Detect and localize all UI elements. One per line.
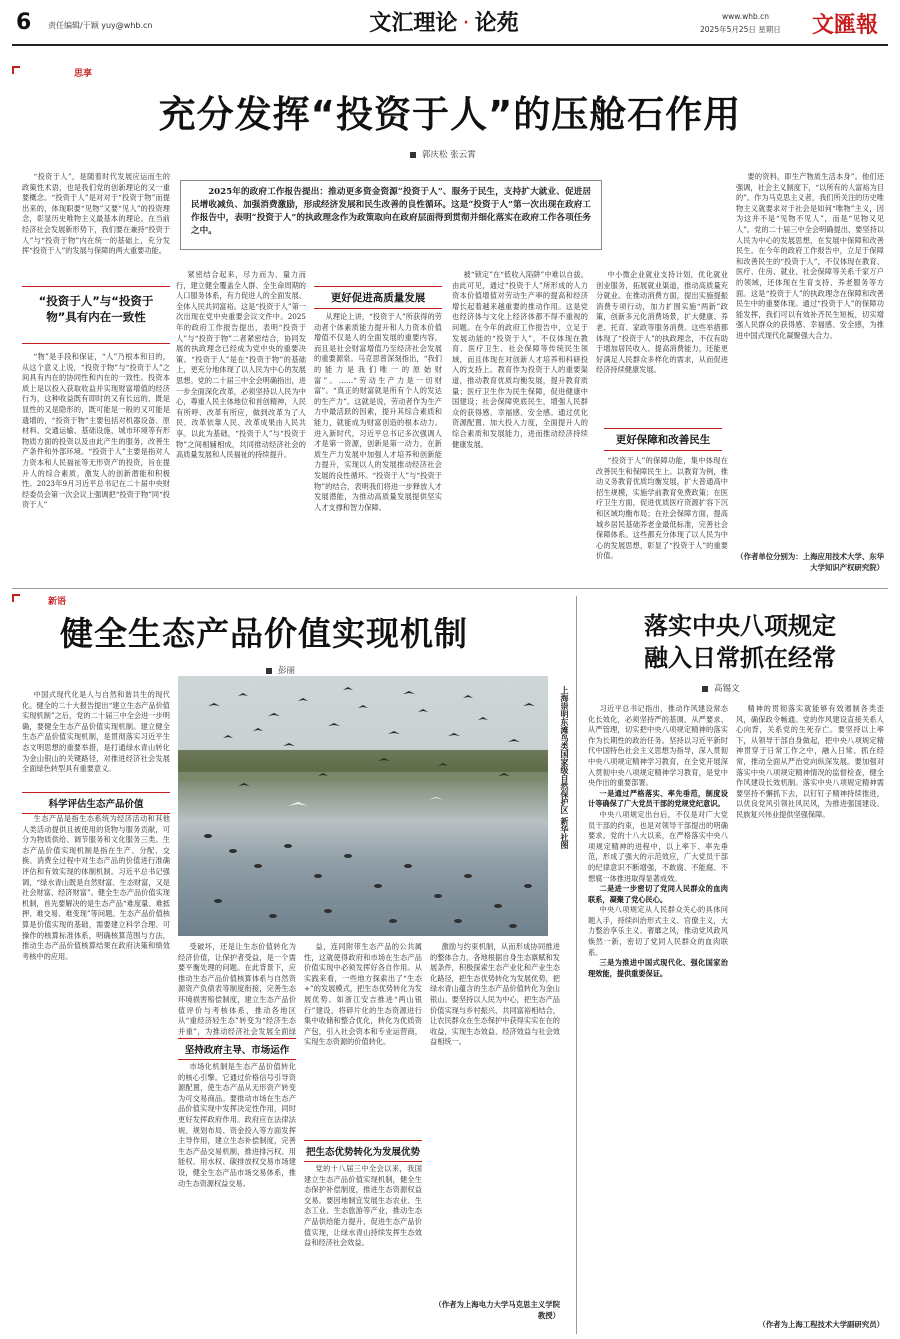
- date-line: 2025年5月25日 星期日: [700, 25, 781, 34]
- article1-col6-text: “投资于人”的保障功能，集中体现在改善民生和保障民生上。以教育为例，推动义务教育优质均衡发展，扩大普通高中招生规模，实施学前教育免费政策；在医疗卫生方面，促进优质医疗资源扩容下沉和区域均衡布局；在社会保障方面，提高城乡居民基础养老金最低标准，完善社会保障体系。这些都充分体现了以人民为中心的发展思想，彰显了“投资于人”的重要价值。: [596, 456, 728, 561]
- page-number: 6: [16, 10, 32, 35]
- article1-col4-text: 被“锁定”在“低收入陷阱”中难以自拔。由此可见，通过“投资于人”所形成的人力资本价值增值对劳动生产率的提高和经济增长起着越来越重要的推动作用。这是党也经济体与文化上经济体都不得不重视的问题。在今年的政府工作报告中，立足于发展动能的“投资于人”，不仅体现在教育、医疗卫生、社会保障等传统民生领域，而且体现在对创新人才培养和科研投入的支持上。教育作为投资于人的重要渠道，推动教育优质均衡发展，提升教育质量；医疗卫生作为民生保障，促进健康中国建设；社会保障兜底民生，增强人民群众的获得感、幸福感、安全感。通过优化资源配置、加大投入力度，全面提升人的综合素质和发展能力，进而推动经济持续健康发展。: [452, 270, 588, 449]
- birds-illustration: [178, 676, 548, 936]
- masthead: [0, 0, 900, 48]
- article2-sub1-box: [22, 792, 170, 814]
- section-divider: [12, 588, 888, 589]
- article3-col2-text: 精神的贯彻落实就能够有效遏制各类歪风，确保政令畅通。党的作风建设直接关系人心向背，关系党的生死存亡。要坚持以上率下，从领导干部自身做起，把中央八项规定精神贯穿于日常工作之中，融入日常、抓在经常，推动全面从严治党向纵深发展。要加强对落实中央八项规定精神情况的监督检查，健全作风建设长效机制。落实中央八项规定精神需要坚持不懈抓下去，以钉钉子精神持续推进，以优良党风引领社风民风，为推进强国建设、民族复兴伟业提供坚强保障。: [736, 704, 884, 819]
- article3-col1c-text: 中央八项规定从人民群众关心的具体问题入手，持续纠治形式主义、官僚主义，大力整治享乐主义、奢靡之风，推动党风政风焕然一新，密切了党同人民群众的血肉联系。: [588, 905, 728, 957]
- article1-col1-text: “物”是手段和保证，“人”乃根本和目的，从这个意义上说，“投资于物”与“投资于人”之间具有内在的协同性和内在的一致性。投资本质上是以投入获取收益并实现财富增值的经济行为，这种收益既有即时的又有长远的，既是显性的又是隐形的，既可能是一般的又可能是遗增的，“投资于物”主要包括对机器设备、原材料、交通运输、基础设施、城市环境等有形物质方面的投资以及由此产生的服务，改善生产条件和外部环境。“投资于人”主要是指对人力资本和人民福祉等无形资产的投资，旨在提升人的综合素质，激发人的创新潜能和积极性。2023年9月习近平总书记在二十届中央财经委员会第一次会议上强调把“投资于物”同“投资于人”: [22, 352, 170, 510]
- author-square-icon: [410, 152, 416, 158]
- article1-authors: [410, 148, 476, 160]
- article1-sub2-box: [314, 286, 442, 309]
- article2-tag: 新语: [48, 597, 67, 607]
- photo-caption: 上海崇明东滩鸟类国家级自然保护区 新华社图: [560, 686, 570, 849]
- article2-author-line: [266, 664, 295, 676]
- article2-col2b: [178, 1062, 296, 1332]
- article1-byline: （作者单位分别为：上海应用技术大学、东华大学知识产权研究院）: [736, 552, 884, 572]
- article2-col1-text: 中国式现代化是人与自然和谐共生的现代化。健全的二十大报告提出“建立生态产品价值实现机制”之后，党的二十届三中全会进一步明确，要健全生态产品价值实现机制。建立健全生态产品价值实现机制，是贯彻落实习近平生态文明思想的重要举措，是打通绿水青山转化为金山银山的关键路径，对推进经济社会发展全面绿色转型具有重要意义。: [22, 690, 170, 774]
- article1-sub3-box: [604, 428, 722, 451]
- article1-col5: [596, 270, 728, 420]
- author-square-icon: [266, 668, 272, 674]
- tag-marker: [12, 66, 20, 74]
- article1-col1: [22, 352, 170, 584]
- article1-intro: [22, 172, 170, 280]
- article1-author-names: 郭庆松 张云霄: [422, 150, 476, 160]
- masthead-rule: [12, 44, 888, 46]
- article2-sub2-box: [178, 1038, 296, 1060]
- article1-sub3: 更好保障和改善民生: [615, 434, 711, 446]
- wetland-bird-photo: [178, 676, 548, 936]
- article3-byline: （作者为上海工程技术大学副研究员）: [758, 1320, 884, 1329]
- article2-col2b-text: 市场化机制是生态产品价值转化的核心引擎。它通过价格信号引导资源配置，使生态产品从无形资产转变为可交易商品。要推动市场在生态产品价值实现中发挥决定性作用，同时更好发挥政府作用。政府应在法律法规、规划布局、资金投入等方面发挥主导作用，建立生态补偿制度，完善生态产品交易机制，推进排污权、用能权、用水权、碳排放权交易市场建设，健全生态产品市场交易体系，推动生态资源权益交易。: [178, 1062, 296, 1188]
- article3-col1-text: 习近平总书记指出，推动作风建设常态化长效化，必须坚持严的基调，从严要求、从严管理，切实把中央八项规定精神的落实作为长期性的政治任务。坚持以习近平新时代中国特色社会主义思想为指导，深入贯彻中央八项规定精神学习教育，在全党开展深入贯彻中央八项规定精神学习教育，是党中央作出的重要部署。: [588, 704, 728, 788]
- article2-col4: [430, 942, 560, 1296]
- article1-col5-text: 中小微企业就业支持计划，优化就业创业服务，拓展就业渠道，推动高质量充分就业。在推动消费方面，提出实施提振消费专项行动，加力扩围实施“两新”政策，创新多元化消费场景，扩大健康、养老、托育、家政等服务消费。这些举措都体现了“投资于人”的执政理念，不仅有助于增加居民收入、提高消费能力，还能更好满足人民群众多样化的需求，从而促进经济持续健康发展。: [596, 270, 728, 375]
- article1-col3: [314, 312, 442, 584]
- article2-col4-text: 激励与约束机制，从而形成协同推进的整体合力。各地根据自身生态禀赋和发展条件，积极探索生态产业化和产业生态化路径，把生态优势转化为发展优势，把绿水青山蕴含的生态产品价值转化为金山银山。要坚持以人民为中心，把生态产品价值实现与乡村振兴、共同富裕相结合，让农民群众在生态保护中获得实实在在的收益，实现生态效益、经济效益与社会效益相统一。: [430, 942, 560, 1047]
- article1-col2: [176, 270, 306, 584]
- article2-col3b-text: 党的十八届三中全会以来，我国建立生态产品价值实现机制，健全生态保护补偿制度，推进生态资源权益交易。要因地制宜发展生态农业、生态工业、生态旅游等产业，推动生态产品供给能力提升，促进生态产品价值实现，让绿水青山持续发挥生态效益和经济社会效益。: [304, 1164, 422, 1248]
- article3-title-line1: 落实中央八项规定: [644, 612, 836, 640]
- article2-col3-text: 益，连同附带生态产品的公共属性，这就使得政府和市场在生态产品价值实现中必须发挥好各自作用。从实践来看，一些地方探索出了“生态+”的发展模式，把生态优势转化为发展优势。如浙江安吉推进“两山银行”建设，将碎片化的生态资源进行集中收储和整合优化，转化为优质资产包，引入社会资本和专业运营商，实现生态资源的价值转化。: [304, 942, 422, 1047]
- article2-byline: （作者为上海电力大学马克思主义学院教授）: [434, 1300, 560, 1320]
- article1-col4: [452, 270, 588, 584]
- article1-sub1-box: [22, 286, 170, 344]
- article2-col3: [304, 942, 422, 1134]
- article2-tag-marker: [12, 594, 20, 602]
- article2-sub3-box: [304, 1140, 422, 1162]
- article3-col2: [736, 704, 884, 1300]
- article2-sub3: 把生态优势转化为发展优势: [305, 1147, 420, 1158]
- article2-sub2: 坚持政府主导、市场运作: [184, 1045, 290, 1056]
- article1-title: 充分发挥“投资于人”的压舱石作用: [158, 93, 742, 136]
- article2-col1b-text: 生态产品是指生态系统为经济活动和其他人类活动提供且被使用的货物与服务贡献，可分为物质供给、调节服务和文化服务三类。生态产品价值实现机制是指在生产、分配、交换、消费全过程中对生态产品的价值进行准确评估和有效实现的体制机制。习近平总书记强调，“绿水青山既是自然财富、生态财富，又是社会财富、经济财富”。健全生态产品价值实现机制，首先要解决的是生态产品“难度量、难抵押、难交易、难变现”等问题。生态产品价值核算是价值实现的基础，需要建立科学合理、可操作的核算标准体系，明确核算范围与方法，推动生态产品价值核算结果在政府决策和绩效考核中的应用。: [22, 814, 170, 961]
- article2-author: 彭丽: [278, 666, 296, 676]
- editor-line: 责任编辑/于颖 yuy@whb.cn: [48, 21, 153, 30]
- website: www.whb.cn: [722, 12, 770, 21]
- section-title-block: [354, 6, 534, 37]
- author-square-icon: [702, 686, 708, 692]
- article1-sub1: “投资于人”与“投资于物”具有内在一致性: [38, 294, 154, 324]
- article3-author-line: [702, 682, 740, 694]
- article3-title-line2: 融入日常抓在经常: [644, 644, 836, 672]
- article1-col2-text: 紧密结合起来，尽力而为、量力而行，建立健全覆盖全人群、全生命周期的人口服务体系，有力促进人的全面发展、全体人民共同富裕。这是“投资于人”第一次出现在党中央重要会议文件中。2025年的政府工作报告提出，表明“投资于人”与“投资于物”二者紧密结合，协同发展的执政理念已经成为党中央的重要决策。“投资于人”是在“投资于物”的基础上，更充分地体现了以人民为中心的发展思想。党的二十届三中全会明确指出，进一步全面深化改革，必须坚持以人民为中心，尊重人民主体地位和首创精神，人民有所呼、改革有所应，做到改革为了人民、改革依靠人民、改革成果由人民共享。以此为基础，“投资于人”与“投资于物”之间相辅相成，共同推动经济社会的高质量发展和人民福祉的持续提升。: [176, 270, 306, 460]
- article3-col1b-text: 中央八项规定出台后，不仅是对广大党员干部的约束，也是对领导干部提出的明确要求。党的十八大以来，在严格落实中央八项规定精神的进程中，以上率下、率先垂范，形成了强大的示范效应，广大党员干部的纪律意识不断增强，不敢腐、不能腐、不想腐一体推进取得显著成效。: [588, 809, 728, 883]
- section-subtitle: 论苑: [474, 11, 519, 36]
- article2-col1: [22, 690, 170, 786]
- article1-lead: 2025年的政府工作报告提出：推动更多资金资源“投资于人”、服务于民生，支持扩大就业、促进居民增收减负、加强消费激励，形成经济发展和民生改善的良性循环。这是“投资于人”第一次出现在政府工作报告中，表明“投资于人”的执政理念作为政策取向在政府层面得到贯彻并细化落实在政府工作各项任务之中。: [191, 187, 591, 236]
- article2-col2: [178, 942, 296, 1036]
- article2-sub1: 科学评估生态产品价值: [48, 799, 144, 810]
- article2-col1b: [22, 814, 170, 1332]
- section-title: 文汇理论: [369, 11, 458, 36]
- article3-point1: 一是通过严格落实、率先垂范，制度设计等确保了广大党员干部的党规党纪意识。: [588, 788, 728, 809]
- article2-title: 健全生态产品价值实现机制: [60, 614, 468, 653]
- article3-author: 高锡文: [714, 684, 740, 694]
- article3-col1: [588, 704, 728, 1330]
- article3-point2: 二是进一步密切了党同人民群众的血肉联系，凝聚了党心民心。: [588, 884, 728, 904]
- article1-intro-text: “投资于人”，是随着时代发展应运而生的政策性术语，也是我们党的创新理论的又一重要概念。“投资于人”是对对于“投资于物”而提出来的，体现职要“见物”又要“见人”的投资理念，彰显历史唯物主义最基本的理论。在当前经济社会发展新形势下，我们要在兼持“投资于人”与“投资于物”内在统一的基础上，充分发挥“投资于人”的发展与保障的两大重要功能。: [22, 172, 170, 256]
- article1-sub2: 更好促进高质量发展: [330, 292, 426, 304]
- article1-col7-text: 要的资料，即生产物质生活本身”。他们还强调，社会主义制度下，“以所有的人富裕为目的”。作为马克思主义者，我们所关注的历史唯物主义就要求对于社会是如何“唯物”主义，因为这并不是“见物不见人”，而是“见物又见人”。党的二十届三中全会明确提出，要坚持以人民为中心的发展思想，在发展中保障和改善民生。在今年的政府工作报告中，立足于保障和改善民生的“投资于人”，不仅体现在教育、医疗、住房、就业、社会保障等关系千家万户的领域，还体现在生育支持、养老服务等方面。这是“投资于人”的执政理念在保障和改善民生中的重要体现。通过“投资于人”的保障功能发挥，我们可以有效补齐民生短板，切实增强人民群众的获得感、幸福感、安全感，为推进中国式现代化凝聚强大合力。: [736, 172, 884, 340]
- article3-point3: 三是为推进中国式现代化、强化国家治理效能，提供重要保证。: [588, 958, 728, 978]
- section-dot: ·: [462, 11, 470, 36]
- newspaper-logo: 文匯報: [812, 12, 879, 38]
- article1-tag: 思享: [74, 69, 93, 79]
- article1-lead-box: [180, 180, 602, 250]
- article1-col6: [596, 456, 728, 584]
- article1-col7: [736, 172, 884, 552]
- article2-col3b: [304, 1164, 422, 1332]
- column-divider: [576, 596, 577, 1334]
- article2-col2-text: 受破坏，还是让生态价值转化为经济价值，让保护者受益，是一个需要平衡处理的问题。在此背景下，应推动生态产品价值核算体系与自然资源资产负债表等制度衔接，完善生态环境损害赔偿制度，建立生态产品价值评价与考核体系，推动各地区从“重经济轻生态”转变为“经济生态并重”，为推动经济社会发展全面绿: [178, 942, 296, 1036]
- article1-col3-text: 从理论上讲，“投资于人”所获得的劳动者个体素质能力提升和人力资本价值增值不仅是人的全面发展的重要内容，而且是社会财富增值乃至经济社会发展的重要源泉。马克思曾深刻指出，“我们的能力是我们唯一的原始财富”。……“劳动生产力是一切财富”。“真正的财富就是所有个人的发达的生产力”。这就是说，劳动者作为生产力中最活跃的因素，提升其综合素质和能力，就能成为财富创造的根本动力。进入新时代，习近平总书记多次强调人才是第一资源，创新是第一动力，在新质生产力发展中加强人才培养和创新能力提升，实现以人的发展推动经济社会发展的良性循环。“投资于人”与“投资于物”的结合，表明我们将进一步释放人才发展潜能，为推动高质量发展提供坚实人才支撑和智力保障。: [314, 312, 442, 512]
